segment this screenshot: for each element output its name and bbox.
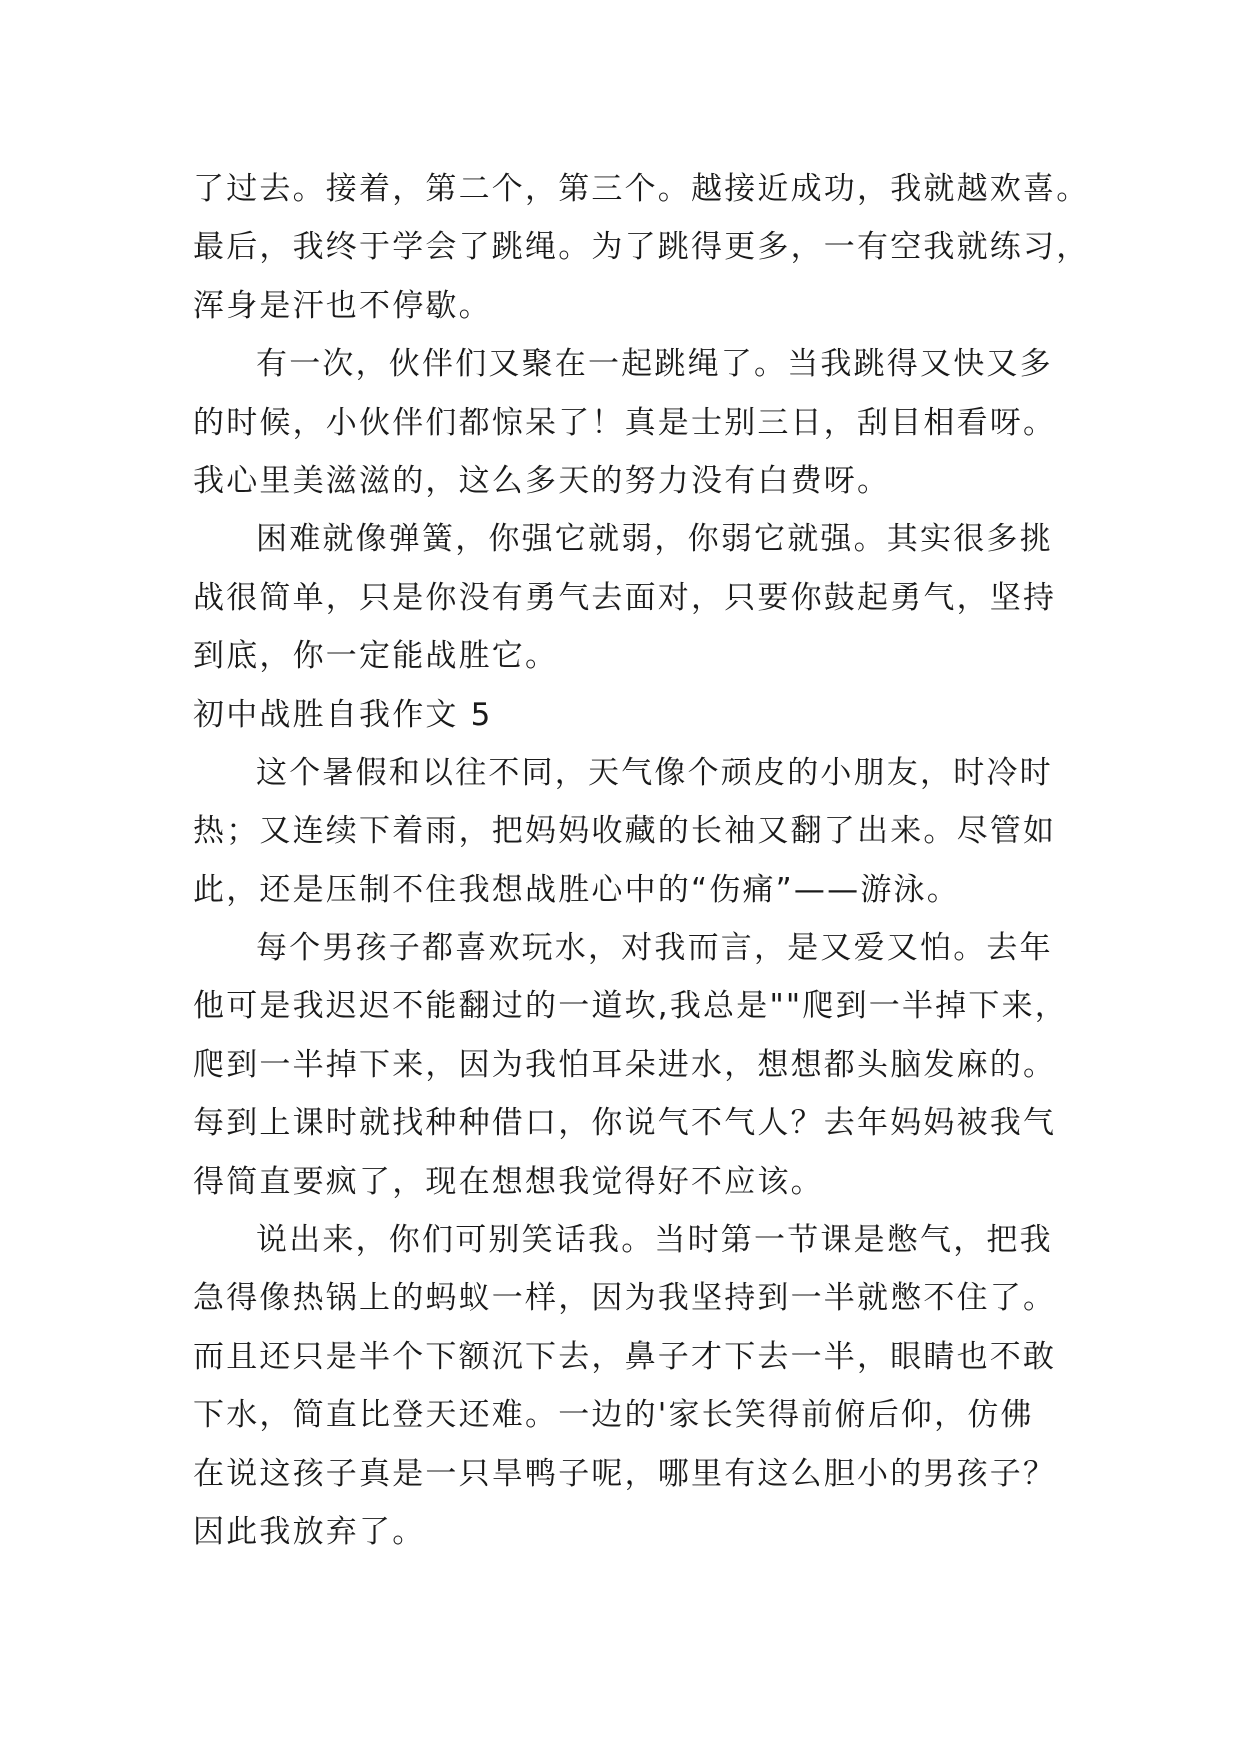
text-line: 战很简单，只是你没有勇气去面对，只要你鼓起勇气，坚持: [193, 579, 1057, 616]
text-line: 爬到一半掉下来，因为我怕耳朵进水，想想都头脑发麻的。: [193, 1046, 1057, 1083]
paragraph-first-line: 困难就像弹簧，你强它就弱，你弱它就强。其实很多挑: [256, 521, 1053, 558]
text-line: 因此我放弃了。: [193, 1513, 426, 1550]
text-line: 得简直要疯了，现在想想我觉得好不应该。: [193, 1163, 824, 1200]
essay-body: [193, 160, 1093, 1561]
text-line: 每到上课时就找种种借口，你说气不气人？去年妈妈被我气: [193, 1105, 1057, 1142]
paragraph-first-line: 这个暑假和以往不同，天气像个顽皮的小朋友，时冷时: [256, 754, 1053, 791]
section-heading: 初中战胜自我作文 5: [193, 696, 493, 733]
text-line: 下水，简直比登天还难。一边的'家长笑得前俯后仰，仿佛: [193, 1397, 1034, 1434]
text-line: 了过去。接着，第二个，第三个。越接近成功，我就越欢喜。: [193, 171, 1090, 207]
text-line: 浑身是汗也不停歇。: [193, 287, 492, 324]
text-line: 此，还是压制不住我想战胜心中的“伤痛”——游泳。: [193, 871, 960, 908]
text-line: 最后，我终于学会了跳绳。为了跳得更多，一有空我就练习，: [193, 229, 1090, 266]
text-line: 我心里美滋滋的，这么多天的努力没有白费呀。: [193, 462, 891, 499]
paragraph-first-line: 说出来，你们可别笑话我。当时第一节课是憋气，把我: [256, 1222, 1053, 1259]
text-line: 急得像热锅上的蚂蚁一样，因为我坚持到一半就憋不住了。: [193, 1280, 1057, 1317]
paragraph-first-line: 有一次，伙伴们又聚在一起跳绳了。当我跳得又快又多: [256, 346, 1053, 383]
paragraph-first-line: 每个男孩子都喜欢玩水，对我而言，是又爱又怕。去年: [256, 930, 1053, 967]
text-line: 而且还只是半个下额沉下去，鼻子才下去一半，眼睛也不敢: [193, 1338, 1057, 1375]
text-line: 热；又连续下着雨，把妈妈收藏的长袖又翻了出来。尽管如: [193, 813, 1057, 850]
text-line: 在说这孩子真是一只旱鸭子呢，哪里有这么胆小的男孩子？: [193, 1455, 1057, 1492]
text-line: 的时候，小伙伴们都惊呆了！真是士别三日，刮目相看呀。: [193, 404, 1057, 441]
text-line: 到底，你一定能战胜它。: [193, 638, 559, 675]
text-line: 他可是我迟迟不能翻过的一道坎,我总是""爬到一半掉下来，: [193, 988, 1068, 1025]
